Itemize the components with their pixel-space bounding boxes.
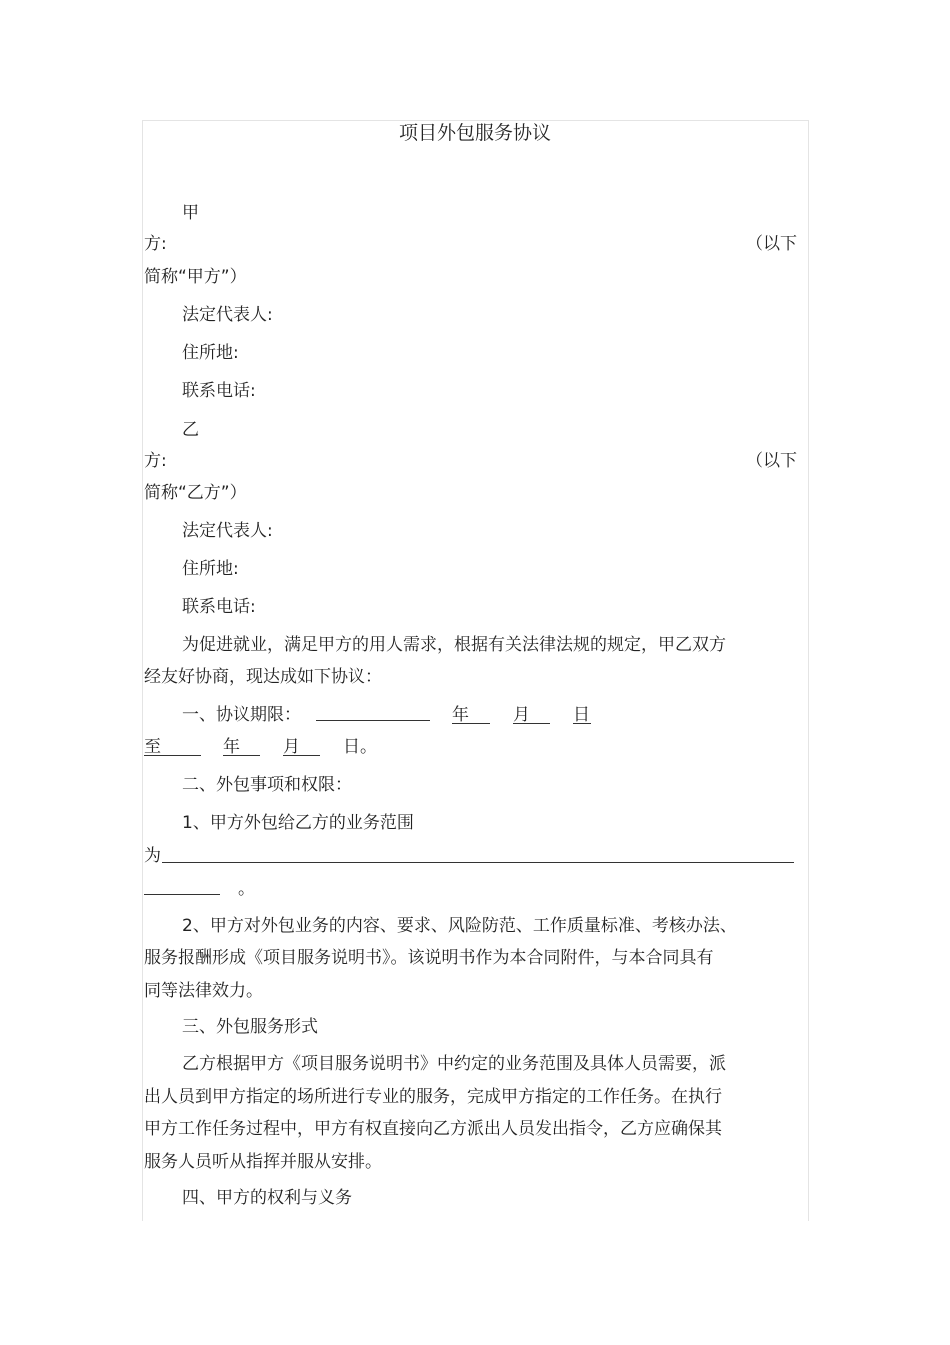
scope-prefix: 为 — [144, 846, 161, 866]
scope-blank-continued[interactable] — [144, 894, 220, 895]
start-day[interactable] — [573, 704, 591, 724]
scope-item-2-line: 服务报酬形成《项目服务说明书》。该说明书作为本合同附件，与本合同具有 — [144, 948, 714, 968]
scope-item-1: 1、甲方外包给乙方的业务范围 — [182, 813, 414, 833]
party-a-label: 甲 — [182, 203, 199, 223]
scope-end: 。 — [238, 879, 255, 899]
party-b-label: 乙 — [182, 420, 199, 440]
start-date-blank[interactable] — [316, 720, 430, 721]
end-date-blank[interactable] — [144, 736, 201, 756]
form-heading: 三、外包服务形式 — [182, 1017, 318, 1037]
party-a-address: 住所地: — [182, 343, 239, 363]
party-b-hereinafter: （以下 — [746, 451, 797, 471]
term-heading: 一、协议期限： — [182, 705, 301, 725]
party-a-colon: 方: — [144, 234, 167, 254]
end-day — [343, 736, 377, 758]
party-a-phone: 联系电话: — [182, 381, 256, 401]
party-b-legal-rep: 法定代表人: — [182, 521, 273, 541]
scope-blank[interactable] — [162, 862, 794, 863]
preamble-line: 为促进就业，满足甲方的用人需求，根据有关法律法规的规定，甲乙双方 — [182, 635, 726, 655]
year-label: 年 — [452, 705, 469, 725]
form-paragraph-line: 甲方工作任务过程中，甲方有权直接向乙方派出人员发出指令，乙方应确保其 — [144, 1119, 722, 1139]
party-b-colon: 方: — [144, 451, 167, 471]
party-b-address: 住所地: — [182, 559, 239, 579]
party-a-hereinafter: （以下 — [746, 234, 797, 254]
form-paragraph-line: 服务人员听从指挥并服从安排。 — [144, 1152, 382, 1172]
party-b-phone: 联系电话: — [182, 597, 256, 617]
end-month[interactable] — [283, 736, 320, 756]
form-paragraph-line: 乙方根据甲方《项目服务说明书》中约定的业务范围及具体人员需要，派 — [182, 1054, 726, 1074]
party-b-short-name: 简称“乙方”） — [144, 483, 247, 503]
party-a-short-name: 简称“甲方”） — [144, 267, 247, 287]
form-paragraph-line: 出人员到甲方指定的场所进行专业的服务，完成甲方指定的工作任务。在执行 — [144, 1087, 722, 1107]
scope-item-2: 2、甲方对外包业务的内容、要求、风险防范、工作质量标准、考核办法、 — [182, 916, 737, 936]
month-label: 月 — [513, 705, 530, 725]
end-year[interactable] — [223, 736, 260, 756]
to-label: 至 — [144, 737, 161, 757]
preamble-line: 经友好协商，现达成如下协议： — [144, 667, 382, 687]
year-label: 年 — [223, 737, 240, 757]
document-title: 项目外包服务协议 — [398, 122, 551, 144]
month-label: 月 — [283, 737, 300, 757]
start-month[interactable] — [513, 704, 550, 724]
scope-item-2-line: 同等法律效力。 — [144, 981, 263, 1001]
start-year[interactable] — [452, 704, 490, 724]
party-a-legal-rep: 法定代表人: — [182, 305, 273, 325]
day-label: 日。 — [343, 737, 377, 757]
rights-heading: 四、甲方的权利与义务 — [182, 1188, 352, 1208]
scope-heading: 二、外包事项和权限： — [182, 775, 352, 795]
day-label: 日 — [573, 705, 590, 725]
